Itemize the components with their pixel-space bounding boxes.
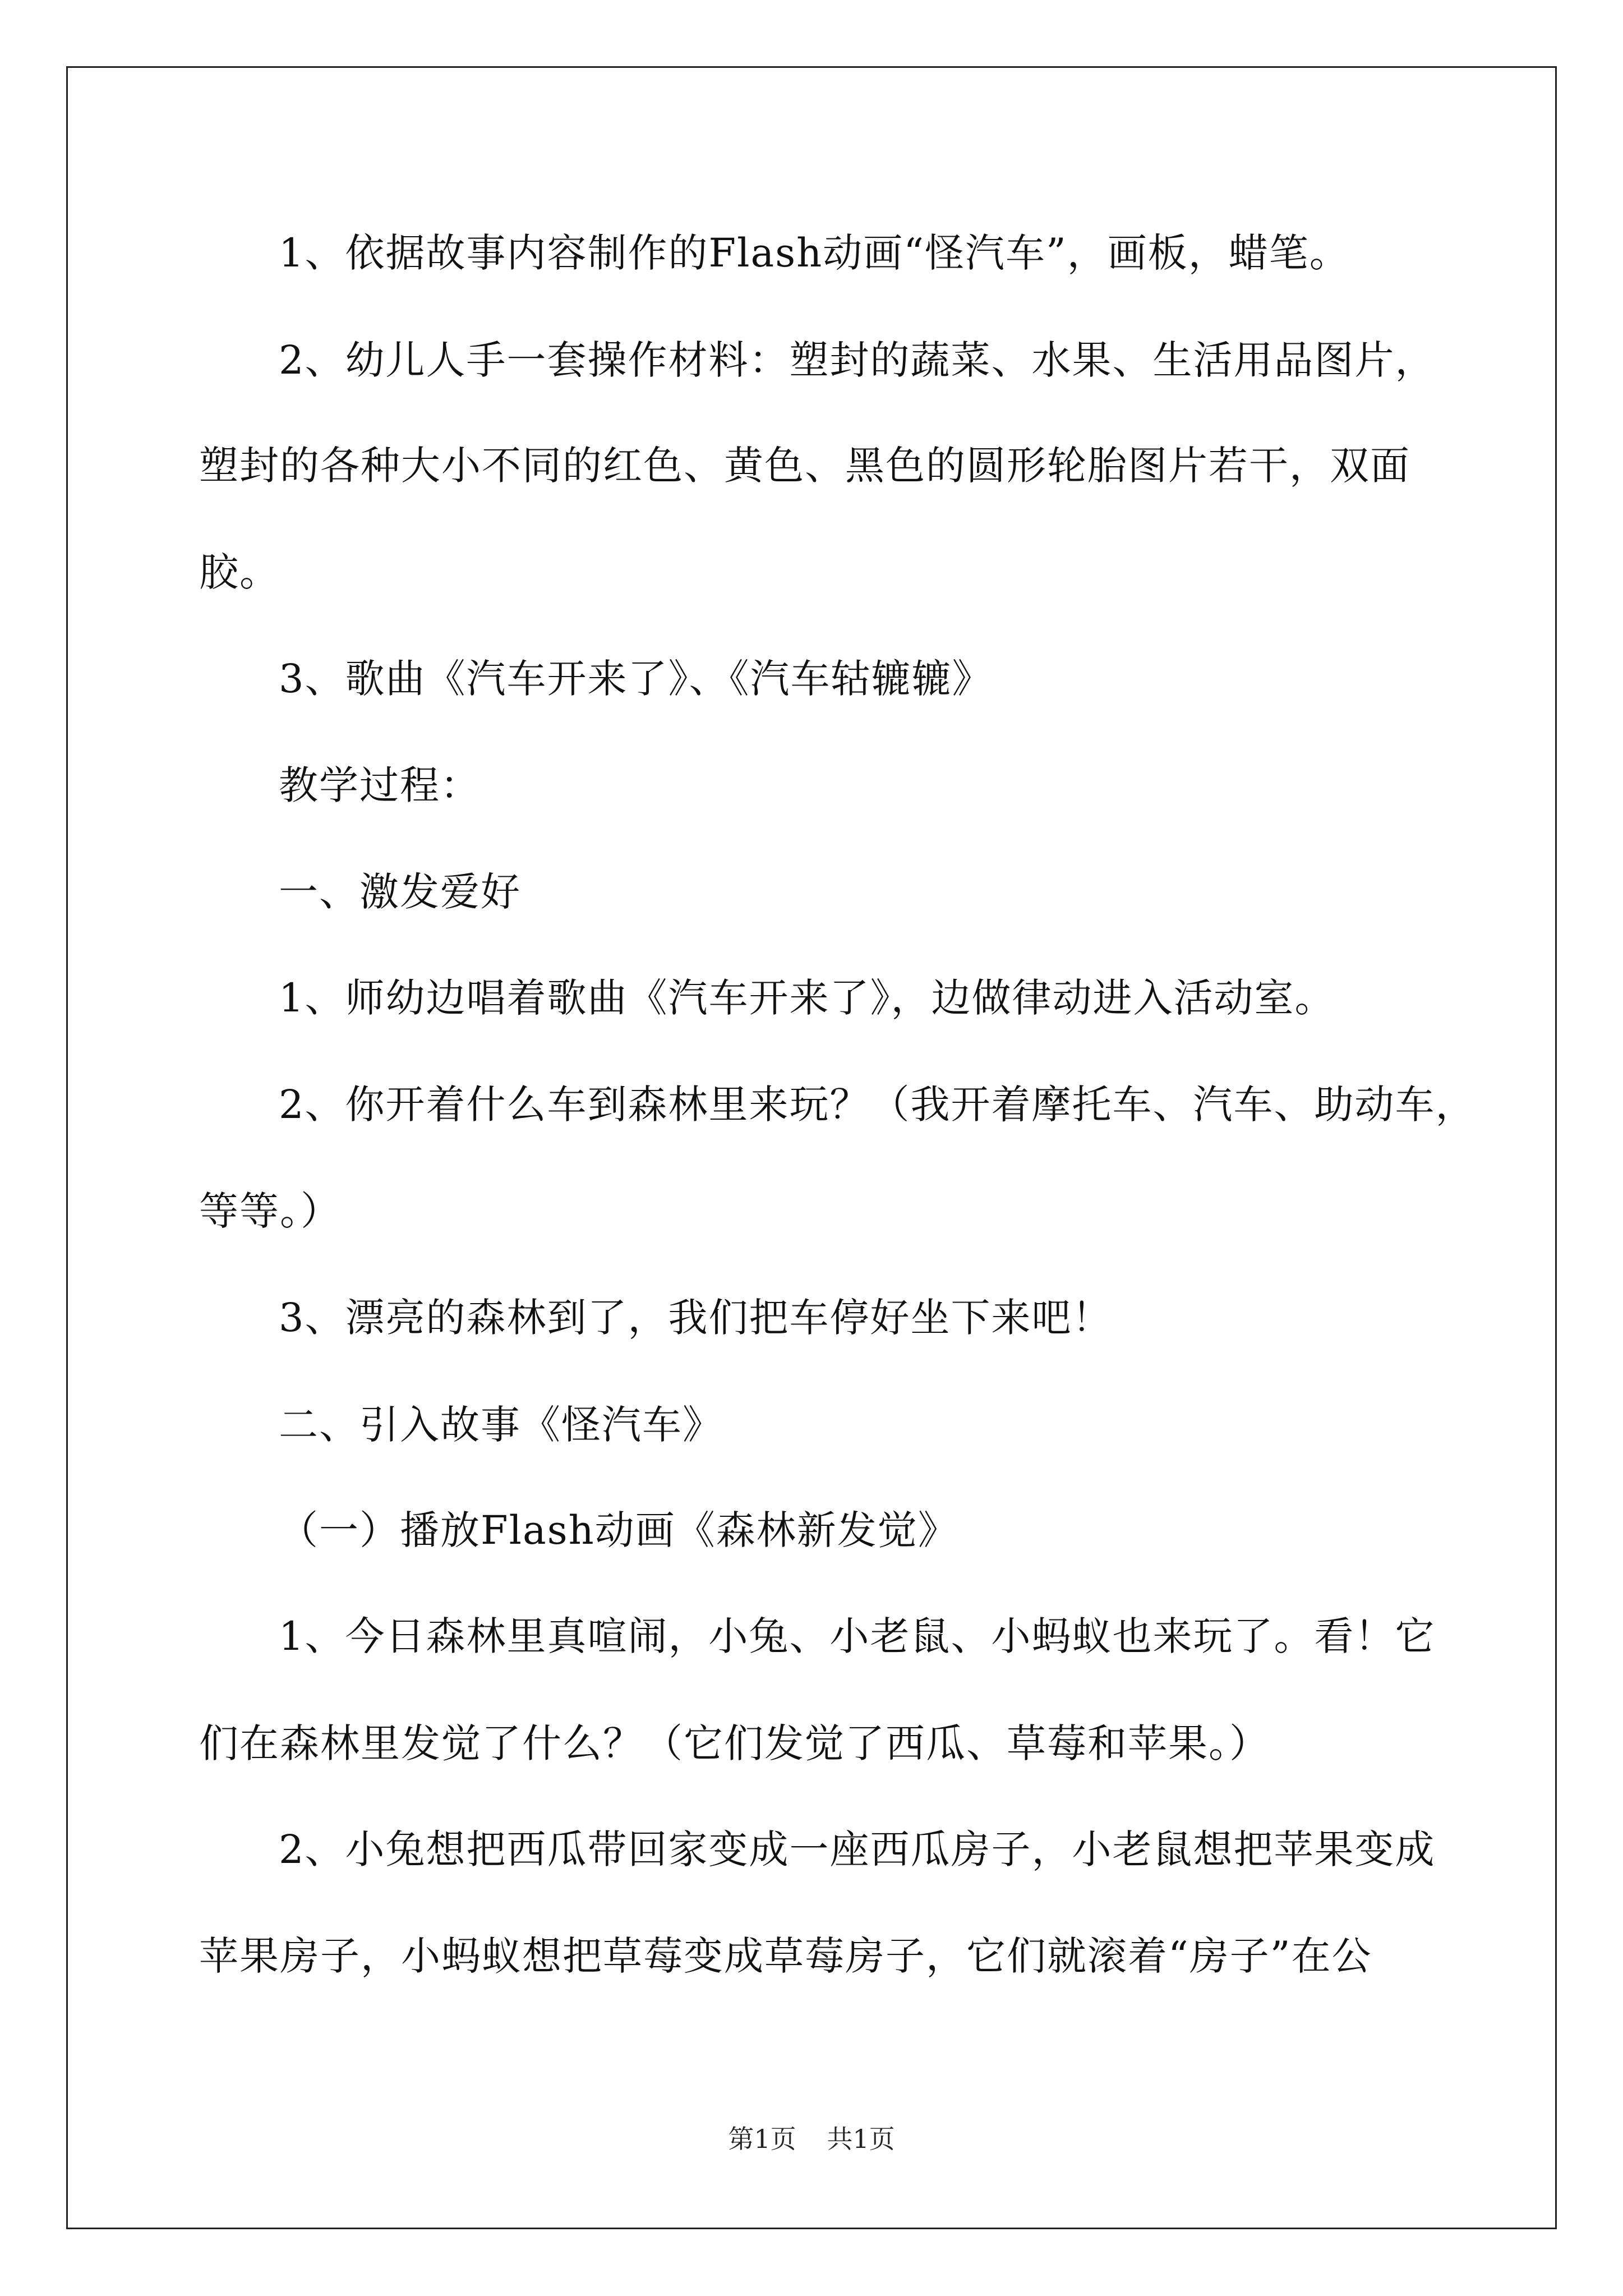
text-line: 3、漂亮的森林到了，我们把车停好坐下来吧！ — [279, 1295, 1113, 1341]
text-line: 塑封的各种大小不同的红色、黄色、黑色的圆形轮胎图片若干，双面 — [199, 443, 1410, 489]
text-line: 2、你开着什么车到森林里来玩？（我开着摩托车、汽车、助动车， — [279, 1082, 1476, 1128]
text-line: 3、歌曲《汽车开来了》、《汽车轱辘辘》 — [279, 656, 993, 702]
text-line: 们在森林里发觉了什么？（它们发觉了西瓜、草莓和苹果。） — [199, 1720, 1270, 1766]
text-line: 2、小兔想把西瓜带回家变成一座西瓜房子，小老鼠想把苹果变成 — [279, 1826, 1436, 1872]
text-line: 胶。 — [199, 549, 280, 595]
page-number: 第1页 — [728, 2124, 796, 2154]
page-border — [66, 66, 1557, 2229]
text-line: 1、依据故事内容制作的Flash动画“怪汽车”，画板，蜡笔。 — [279, 230, 1350, 276]
section-heading: 教学过程： — [279, 762, 481, 808]
section-heading: 一、激发爱好 — [279, 869, 521, 915]
page-total: 共1页 — [827, 2124, 895, 2154]
section-heading: （一）播放Flash动画《森林新发觉》 — [279, 1507, 958, 1553]
text-line: 等等。） — [199, 1188, 341, 1234]
text-line: 苹果房子，小蚂蚁想把草莓变成草莓房子，它们就滚着“房子”在公 — [199, 1933, 1372, 1979]
section-heading: 二、引入故事《怪汽车》 — [279, 1402, 723, 1448]
page-footer — [0, 2125, 1623, 2153]
text-line: 2、幼儿人手一套操作材料：塑封的蔬菜、水果、生活用品图片， — [279, 337, 1436, 383]
text-line: 1、师幼边唱着歌曲《汽车开来了》，边做律动进入活动室。 — [279, 975, 1335, 1021]
text-line: 1、今日森林里真喧闹，小兔、小老鼠、小蚂蚁也来玩了。看！它 — [279, 1613, 1436, 1659]
